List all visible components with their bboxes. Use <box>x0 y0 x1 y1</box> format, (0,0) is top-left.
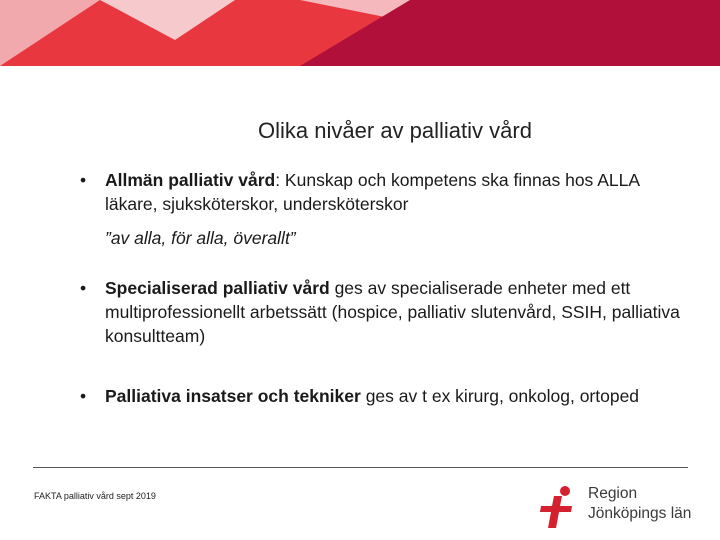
region-logo <box>532 482 712 532</box>
red-cross-figure-icon <box>532 482 582 532</box>
bullet-dot: • <box>80 278 87 298</box>
bullet-quote: ”av alla, för alla, överallt” <box>105 228 296 248</box>
bullet-heading: Specialiserad palliativ vård <box>105 278 330 298</box>
bullet-heading: Allmän palliativ vård <box>105 170 276 190</box>
bullet-item <box>80 384 680 408</box>
bullet-text: ges av t ex kirurg, onkolog, ortoped <box>360 386 640 406</box>
header-banner <box>0 0 720 66</box>
logo-text <box>588 484 691 524</box>
bullet-heading: Palliativa insatser och tekniker <box>105 386 361 406</box>
bullet-item <box>80 168 680 250</box>
bullet-list <box>80 168 680 408</box>
bullet-text: : Kunskap och kompetens ska finnas hos ALLA läkare, sjuksköterskor, undersköterskor <box>105 170 640 214</box>
bullet-item <box>80 276 680 348</box>
slide-title: Olika nivåer av palliativ vård <box>258 118 532 143</box>
banner-graphic <box>0 0 720 66</box>
bullet-dot: • <box>80 170 87 190</box>
bullet-text: ges av specialiserade enheter med ett multiprofessionellt arbetssätt (hospice, palliativ slutenvård, SSIH, palliativa konsultteam) <box>105 278 680 346</box>
logo-line-region: Region <box>588 485 638 502</box>
footer-divider <box>33 467 688 468</box>
bullet-dot: • <box>80 386 87 406</box>
footer-caption: FAKTA palliativ vård sept 2019 <box>34 491 156 501</box>
logo-line-county: Jönköpings län <box>588 505 692 522</box>
